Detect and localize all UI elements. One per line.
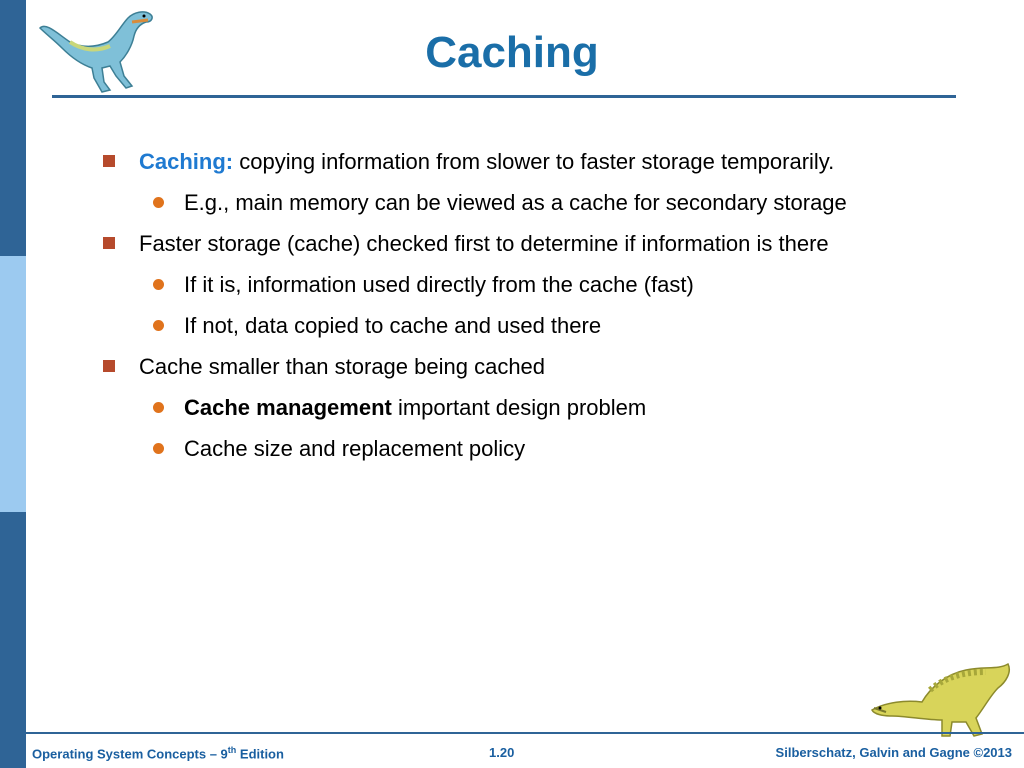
slide-content (100, 146, 860, 474)
footer-slide-number: 1.20 (489, 745, 515, 760)
round-bullet-icon (153, 279, 164, 290)
sub-bullet-text: If it is, information used directly from the cache (fast) (184, 272, 694, 297)
sub-bullet-item (100, 269, 860, 300)
bullet-keyword: Caching: (139, 149, 234, 174)
round-bullet-icon (153, 197, 164, 208)
bullet-item (100, 146, 860, 177)
footer-divider (26, 732, 1024, 734)
round-bullet-icon (153, 402, 164, 413)
round-bullet-icon (153, 320, 164, 331)
footer-book-title (32, 745, 284, 761)
left-sidebar-accent (0, 256, 26, 512)
sub-bullet-text: Cache size and replacement policy (184, 436, 526, 461)
footer-edition-suffix: Edition (236, 746, 284, 762)
dinosaur-logo-bottom-icon (866, 660, 1016, 738)
bullet-text: Cache smaller than storage being cached (139, 354, 546, 379)
square-bullet-icon (103, 237, 115, 249)
square-bullet-icon (103, 155, 115, 167)
bullet-item (100, 351, 860, 382)
title-divider (52, 95, 956, 98)
bullet-text: Faster storage (cache) checked first to determine if information is there (139, 231, 829, 256)
footer-edition-superscript: th (227, 745, 237, 755)
bullet-item (100, 228, 860, 259)
footer-book-name: Operating System Concepts – 9 (32, 746, 228, 762)
sub-bullet-item (100, 187, 860, 218)
sub-bullet-text: E.g., main memory can be viewed as a cache for secondary storage (184, 190, 847, 215)
sub-bullet-item (100, 433, 860, 464)
square-bullet-icon (103, 360, 115, 372)
footer-copyright: Silberschatz, Galvin and Gagne ©2013 (775, 745, 1012, 760)
sub-bullet-item (100, 392, 860, 423)
sub-bullet-item (100, 310, 860, 341)
round-bullet-icon (153, 443, 164, 454)
bullet-text: copying information from slower to faster storage temporarily. (233, 149, 835, 174)
slide-title: Caching (425, 28, 599, 77)
sub-bullet-text: important design problem (391, 395, 647, 420)
sub-bullet-bold-text: Cache management (184, 395, 392, 420)
sub-bullet-text: If not, data copied to cache and used there (184, 313, 602, 338)
